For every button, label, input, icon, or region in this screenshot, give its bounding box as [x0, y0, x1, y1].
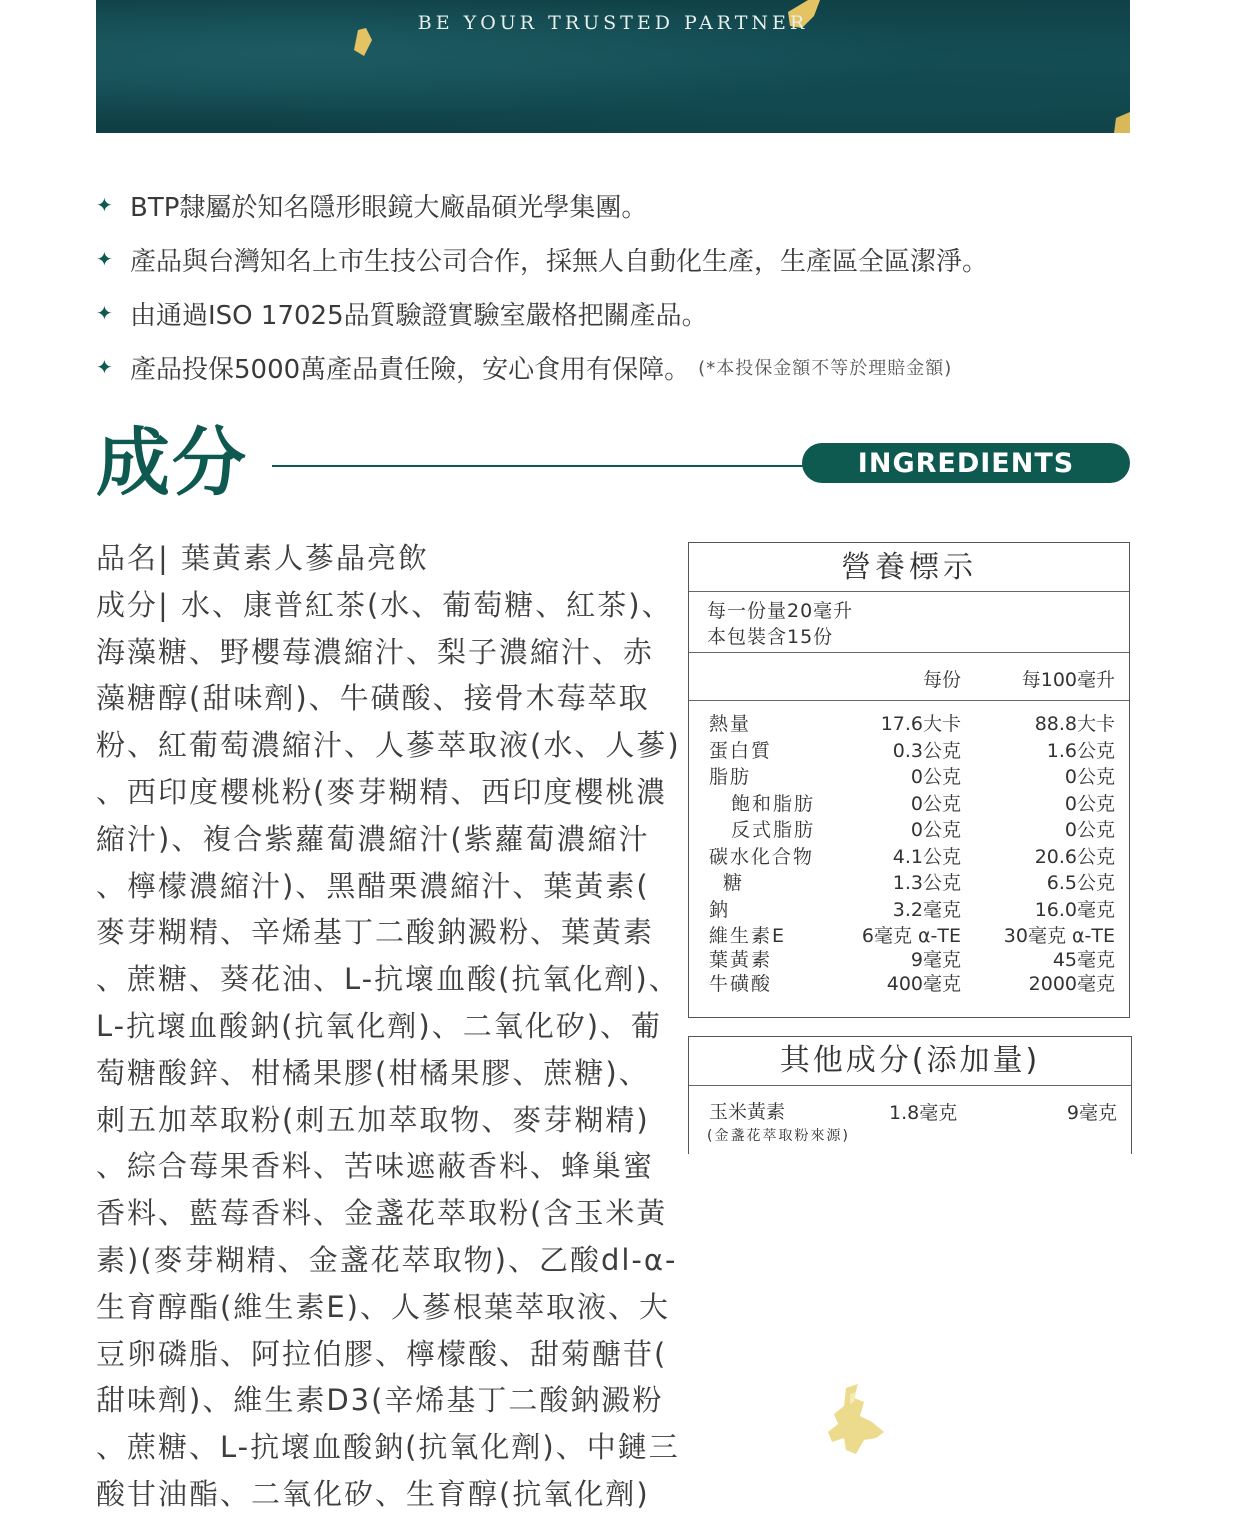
nutrient-per-serving: 1.3公克 — [892, 872, 961, 894]
col-per-100ml: 每100毫升 — [1021, 669, 1115, 691]
serving-size: 每一份量20毫升 — [707, 600, 854, 622]
nutrient-per-serving: 17.6大卡 — [880, 713, 961, 735]
ingredient-line: 海藻糖、野櫻莓濃縮汁、梨子濃縮汁、赤 — [96, 634, 655, 669]
nutrient-label: 碳水化合物 — [709, 845, 815, 868]
ingredient-line: 香料、藍莓香料、金盞花萃取粉(含玉米黃 — [96, 1196, 668, 1231]
nutrient-label: 鈉 — [709, 898, 731, 921]
nutrition-row — [689, 895, 1129, 922]
feature-text: 由通過ISO 17025品質驗證實驗室嚴格把關產品。 — [130, 300, 708, 331]
nutrient-per-100: 0公克 — [1064, 766, 1115, 788]
nutrient-per-serving: 400毫克 — [886, 973, 961, 995]
ingredient-line: 刺五加萃取粉(刺五加萃取物、麥芽糊精) — [96, 1102, 650, 1137]
ingredient-line: L-抗壞血酸鈉(抗氧化劑)、二氧化矽)、葡 — [96, 1008, 663, 1043]
nutrient-per-100: 20.6公克 — [1034, 845, 1115, 868]
other-item-label: 玉米黃素 — [709, 1101, 786, 1123]
nutrition-row — [689, 762, 1129, 789]
nutrient-per-100: 2000毫克 — [1028, 973, 1115, 995]
ingredient-line: 粉、紅葡萄濃縮汁、人蔘萃取液(水、人蔘) — [96, 728, 681, 763]
nutrition-column-headers — [689, 653, 1129, 701]
ingredient-line: 酸甘油酯、二氧化矽、生育醇(抗氧化劑) — [96, 1476, 650, 1511]
nutrient-per-100: 1.6公克 — [1046, 739, 1115, 762]
ingredient-line: 縮汁)、複合紫蘿蔔濃縮汁(紫蘿蔔濃縮汁 — [96, 821, 650, 856]
nutrient-label: 脂肪 — [709, 766, 752, 788]
ingredient-line: 豆卵磷脂、阿拉伯膠、檸檬酸、甜菊醣苷( — [96, 1336, 668, 1371]
ingredient-line: 藻糖醇(甜味劑)、牛磺酸、接骨木莓萃取 — [96, 681, 650, 716]
nutrition-table — [688, 542, 1130, 1018]
nutrient-label: 牛磺酸 — [709, 973, 773, 995]
nutrition-row — [689, 921, 1129, 945]
nutrient-per-100: 16.0毫克 — [1034, 898, 1115, 921]
sparkle-icon: ✦ — [96, 355, 113, 379]
nutrient-label: 蛋白質 — [709, 739, 773, 762]
product-name: 品名| 葉黃素人蔘晶亮飲 — [96, 541, 429, 575]
nutrition-rows — [689, 709, 1129, 993]
nutrition-row — [689, 945, 1129, 969]
sparkle-icon: ✦ — [96, 247, 113, 271]
nutrient-per-serving: 4.1公克 — [892, 845, 961, 868]
nutrition-row — [689, 709, 1129, 736]
sparkle-icon: ✦ — [96, 193, 113, 217]
nutrient-per-serving: 0.3公克 — [892, 739, 961, 762]
nutrient-per-serving: 0公克 — [910, 819, 961, 841]
other-item-per-serving: 1.8毫克 — [889, 1102, 958, 1124]
nutrient-per-serving: 0公克 — [910, 792, 961, 815]
other-ingredients-table — [688, 1036, 1132, 1154]
nutrition-row — [689, 842, 1129, 869]
serving-info — [689, 592, 1129, 653]
ingredients-text — [96, 535, 682, 1518]
nutrition-row — [689, 815, 1129, 842]
ingredient-line: 素)(麥芽糊精、金盞花萃取物)、乙酸dl-α- — [96, 1242, 678, 1277]
nutrient-label: 糖 — [723, 872, 745, 894]
feature-item — [96, 178, 1136, 232]
other-item-source: (金盞花萃取粉來源) — [707, 1128, 850, 1144]
nutrient-per-serving: 3.2毫克 — [892, 898, 961, 921]
nutrition-row — [689, 736, 1129, 763]
nutrient-per-100: 45毫克 — [1052, 949, 1115, 971]
col-per-serving: 每份 — [922, 669, 961, 691]
feature-list — [96, 178, 1136, 394]
nutrition-title: 營養標示 — [689, 543, 1129, 592]
nutrient-label: 葉黃素 — [709, 949, 773, 971]
ingredient-line: 、綜合莓果香料、苦味遮蔽香料、蜂巢蜜 — [96, 1149, 655, 1184]
ingredient-line: 、西印度櫻桃粉(麥芽糊精、西印度櫻桃濃 — [96, 774, 668, 809]
header-banner — [96, 0, 1130, 133]
servings-per-pack: 本包裝含15份 — [707, 626, 834, 648]
ingredient-line: 甜味劑)、維生素D3(辛烯基丁二酸鈉澱粉 — [96, 1383, 664, 1418]
ingredient-line: 、蔗糖、L-抗壞血酸鈉(抗氧化劑)、中鏈三 — [96, 1430, 680, 1465]
sparkle-icon: ✦ — [96, 301, 113, 325]
ingredient-line: 生育醇酯(維生素E)、人蔘根葉萃取液、大 — [96, 1289, 670, 1324]
banner-slogan: BE YOUR TRUSTED PARTNER — [417, 12, 809, 34]
ingredient-line: 萄糖酸鋅、柑橘果膠(柑橘果膠、蔗糖)、 — [96, 1055, 650, 1090]
ingredient-line: 、蔗糖、葵花油、L-抗壞血酸(抗氧化劑)、 — [96, 962, 680, 997]
feature-item — [96, 232, 1136, 286]
nutrient-per-100: 88.8大卡 — [1034, 713, 1115, 735]
nutrient-per-serving: 9毫克 — [910, 949, 961, 971]
nutrition-row — [689, 789, 1129, 816]
nutrient-per-serving: 0公克 — [910, 766, 961, 788]
feature-item — [96, 286, 1136, 340]
gold-leaf-decoration — [820, 1380, 890, 1460]
section-divider — [272, 465, 812, 467]
nutrient-per-100: 30毫克 α-TE — [1003, 925, 1115, 947]
feature-text: 產品投保5000萬產品責任險，安心食用有保障。 — [130, 354, 691, 385]
nutrient-label: 飽和脂肪 — [731, 792, 816, 815]
nutrient-per-100: 0公克 — [1064, 819, 1115, 841]
nutrient-label: 反式脂肪 — [731, 819, 816, 841]
nutrient-per-100: 6.5公克 — [1046, 872, 1115, 894]
nutrient-per-serving: 6毫克 α-TE — [861, 925, 961, 947]
feature-item — [96, 340, 1136, 394]
other-ingredients-title: 其他成分(添加量) — [689, 1037, 1131, 1086]
nutrient-label: 熱量 — [709, 713, 752, 735]
feature-note: (*本投保金額不等於理賠金額) — [698, 358, 953, 379]
nutrient-label: 維生素E — [709, 925, 787, 947]
feature-text: 產品與台灣知名上市生技公司合作，採無人自動化生產，生產區全區潔淨。 — [130, 246, 989, 277]
nutrient-per-100: 0公克 — [1064, 792, 1115, 815]
section-title: 成分 — [96, 420, 248, 506]
nutrition-row — [689, 868, 1129, 895]
feature-text: BTP隸屬於知名隱形眼鏡大廠晶碩光學集團。 — [130, 192, 648, 223]
ingredient-line: 、檸檬濃縮汁)、黑醋栗濃縮汁、葉黃素( — [96, 868, 650, 903]
other-item-per-100: 9毫克 — [1066, 1102, 1117, 1124]
ingredient-line: 麥芽糊精、辛烯基丁二酸鈉澱粉、葉黃素 — [96, 915, 655, 950]
section-tag: INGREDIENTS — [802, 443, 1130, 483]
nutrition-row — [689, 969, 1129, 993]
ingredient-line: 成分| 水、康普紅茶(水、葡萄糖、紅茶)、 — [96, 587, 673, 622]
